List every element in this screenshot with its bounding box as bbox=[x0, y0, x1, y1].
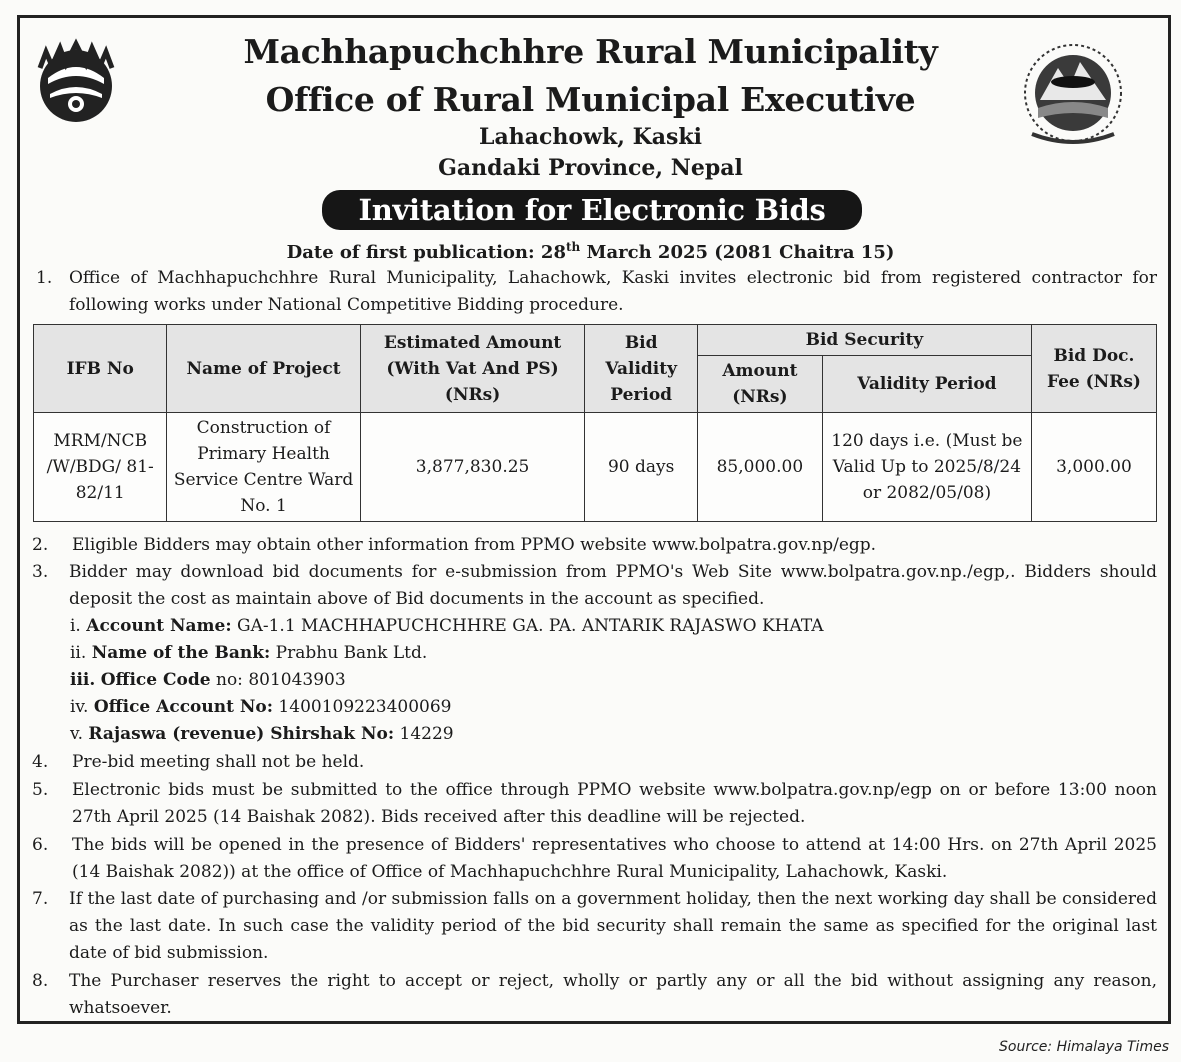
col-sec-amount-header: Amount (NRs) bbox=[697, 356, 822, 413]
col-project-header: Name of Project bbox=[167, 325, 360, 413]
org-title: Machhapuchchhre Rural Municipality bbox=[243, 32, 938, 71]
item-3-text: Bidder may download bid documents for e-submission from PPMO's Web Site www.bolpatra.gov.np./egp,. Bidders should deposit the cost as maintain above of Bid documents in the account as specified. bbox=[69, 562, 1157, 609]
col-validity-header: Bid Validity Period bbox=[585, 325, 697, 413]
publication-date: Date of first publication: 28th March 2025 (2081 Chaitra 15) bbox=[286, 240, 895, 263]
col-amount-header: Estimated Amount (With Vat And PS) (NRs) bbox=[360, 325, 585, 413]
item-1-text: Office of Machhapuchchhre Rural Municipality, Lahachowk, Kaski invites electronic bid from registered contractor for following works under National Competitive Bidding procedure. bbox=[69, 268, 1157, 315]
item-8-text: The Purchaser reserves the right to accept or reject, wholly or partly any or all the bid without assigning any reason, whatsoever. bbox=[69, 971, 1157, 1018]
account-name-line: i. Account Name: GA-1.1 MACHHAPUCHCHHRE GA. PA. ANTARIK RAJASWO KHATA bbox=[70, 616, 824, 636]
bids-table bbox=[33, 324, 1157, 522]
item-number: 2. bbox=[32, 535, 49, 555]
office-account-line: iv. Office Account No: 1400109223400069 bbox=[70, 697, 452, 717]
office-code-line: iii. Office Code no: 801043903 bbox=[70, 670, 346, 690]
item-5-text: Electronic bids must be submitted to the office through PPMO website www.bolpatra.gov.np/egp on or before 13:00 noon 27th April 2025 (14 Baishak 2082). Bids received after this deadline will be rejected. bbox=[72, 780, 1157, 827]
col-fee-header: Bid Doc. Fee (NRs) bbox=[1031, 325, 1156, 413]
col-ifb-header: IFB No bbox=[34, 325, 167, 413]
bank-name-line: ii. Name of the Bank: Prabhu Bank Ltd. bbox=[70, 643, 428, 663]
col-security-header: Bid Security bbox=[697, 325, 1031, 356]
cell-validity: 90 days bbox=[585, 413, 697, 522]
item-number: 4. bbox=[32, 752, 49, 772]
cell-sec-validity: 120 days i.e. (Must be Valid Up to 2025/8/24 or 2082/05/08) bbox=[822, 413, 1031, 522]
cell-sec-amount: 85,000.00 bbox=[697, 413, 822, 522]
source-credit: Source: Himalaya Times bbox=[999, 1039, 1169, 1055]
item-number: 7. bbox=[32, 889, 49, 909]
item-7-text: If the last date of purchasing and /or submission falls on a government holiday, then the next working day shall be considered as the last date. In such case the validity period of the bid security shall remain the same as specified for the original last date of bid submission. bbox=[69, 889, 1157, 963]
item-number: 8. bbox=[32, 971, 49, 991]
item-number: 3. bbox=[32, 562, 49, 582]
rajaswa-line: v. Rajaswa (revenue) Shirshak No: 14229 bbox=[70, 724, 454, 744]
item-6-text: The bids will be opened in the presence of Bidders' representatives who choose to attend at 14:00 Hrs. on 27th April 2025 (14 Baishak 2082)) at the office of Office of Machhapuchchhre Rural Municipality, Lahachowk, Kaski. bbox=[72, 835, 1157, 882]
province-line: Gandaki Province, Nepal bbox=[438, 155, 743, 181]
notice-banner: Invitation for Electronic Bids bbox=[322, 190, 862, 230]
item-2-text: Eligible Bidders may obtain other information from PPMO website www.bolpatra.gov.np/egp. bbox=[72, 535, 877, 555]
cell-amount: 3,877,830.25 bbox=[360, 413, 585, 522]
cell-ifb: MRM/NCB /W/BDG/ 81-82/11 bbox=[34, 413, 167, 522]
item-number: 5. bbox=[32, 780, 49, 800]
col-sec-validity-header: Validity Period bbox=[822, 356, 1031, 413]
item-number: 1. bbox=[36, 268, 53, 288]
cell-fee: 3,000.00 bbox=[1031, 413, 1156, 522]
table-row bbox=[34, 413, 1157, 522]
cell-project: Construction of Primary Health Service Centre Ward No. 1 bbox=[167, 413, 360, 522]
item-4-text: Pre-bid meeting shall not be held. bbox=[72, 752, 365, 772]
office-title: Office of Rural Municipal Executive bbox=[265, 80, 916, 119]
location-line: Lahachowk, Kaski bbox=[479, 124, 702, 150]
item-number: 6. bbox=[32, 835, 49, 855]
